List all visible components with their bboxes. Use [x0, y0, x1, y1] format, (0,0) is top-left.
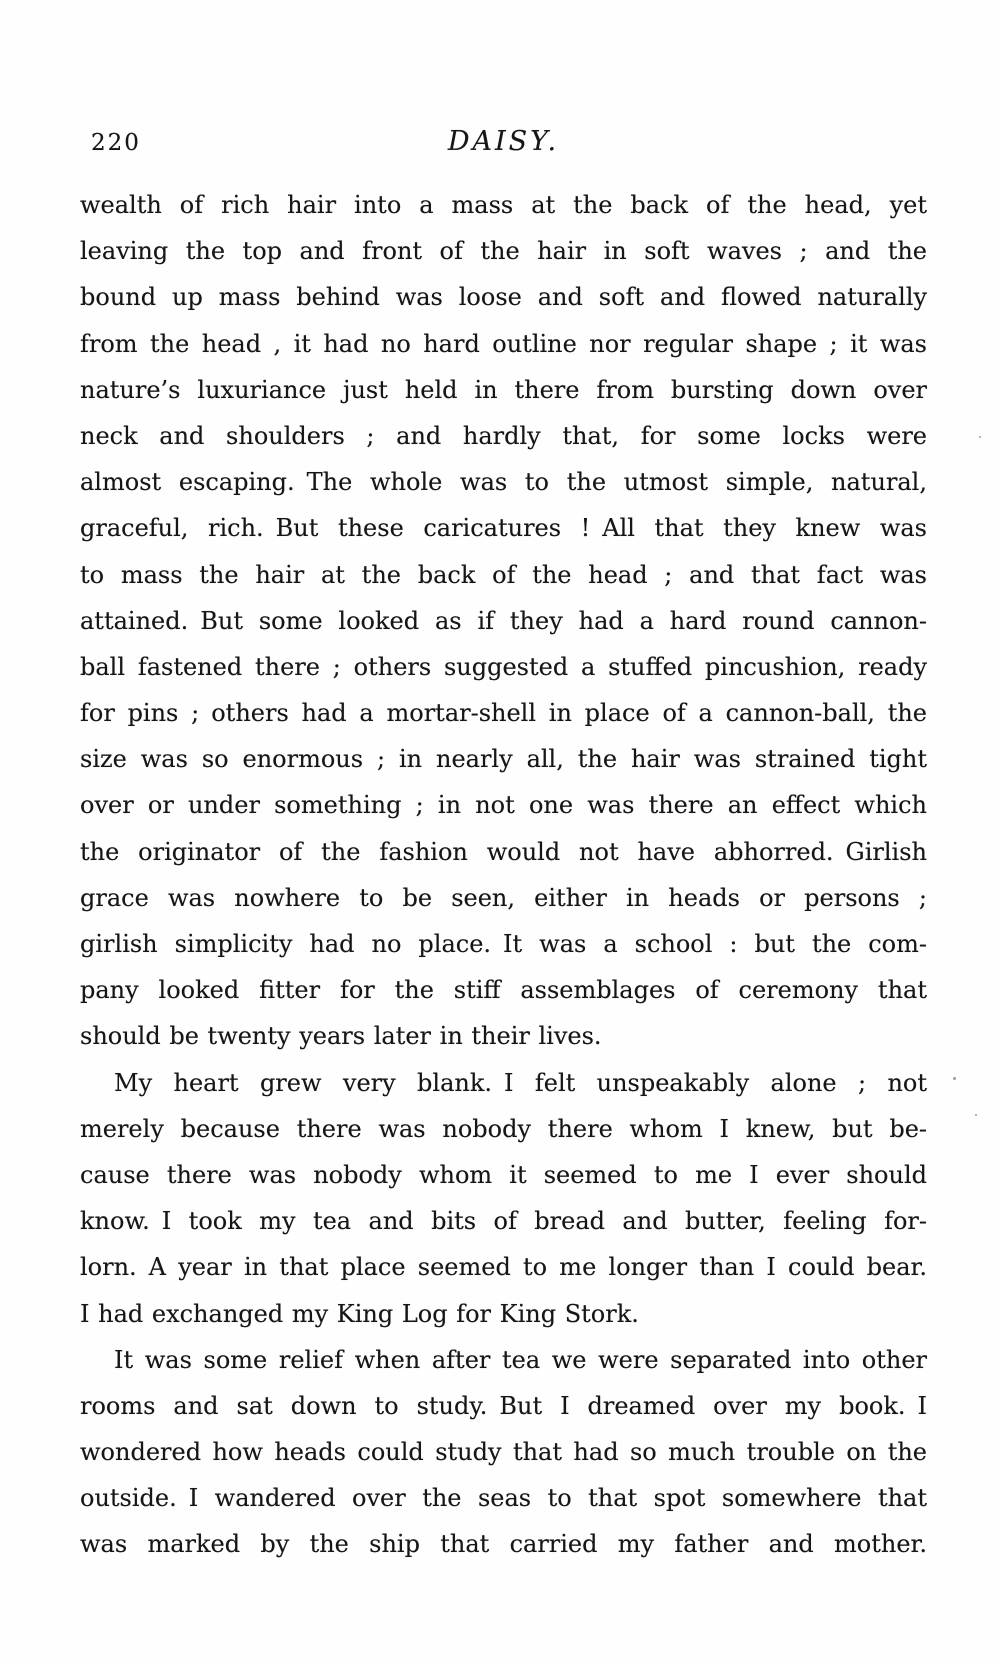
text-line: nature’s luxuriance just held in there from bursting down over — [80, 375, 927, 404]
text-line: over or under something ; in not one was there an effect which — [80, 791, 927, 820]
text-line: bound up mass behind was loose and soft and flowed naturally — [80, 283, 927, 312]
scan-speck — [975, 1114, 977, 1116]
body-text — [80, 182, 927, 1568]
running-title: DAISY. — [447, 126, 560, 157]
text-line: pany looked fitter for the stiff assemblages of ceremony that — [80, 976, 927, 1005]
paragraph — [80, 1337, 927, 1568]
text-line: rooms and sat down to study. But I dreamed over my book. I — [80, 1391, 927, 1420]
text-line: know. I took my tea and bits of bread and butter, feeling for- — [80, 1207, 927, 1236]
text-line: neck and shoulders ; and hardly that, for some locks were — [80, 421, 927, 450]
text-line: cause there was nobody whom it seemed to me I ever should — [80, 1160, 927, 1189]
text-line: merely because there was nobody there whom I knew, but be- — [80, 1114, 927, 1143]
scan-speck — [979, 436, 981, 438]
text-line: lorn. A year in that place seemed to me longer than I could bear. — [80, 1253, 927, 1282]
text-line: grace was nowhere to be seen, either in heads or persons ; — [80, 883, 927, 912]
text-line: outside. I wandered over the seas to that spot somewhere that — [80, 1484, 927, 1513]
text-line: was marked by the ship that carried my father and mother. — [80, 1530, 927, 1559]
text-line: almost escaping. The whole was to the utmost simple, natural, — [80, 468, 927, 497]
text-line: wondered how heads could study that had so much trouble on the — [80, 1438, 927, 1467]
text-line: leaving the top and front of the hair in soft waves ; and the — [80, 237, 927, 266]
text-line: should be twenty years later in their lives. — [80, 1022, 602, 1051]
text-line: girlish simplicity had no place. It was a school : but the com- — [80, 930, 927, 958]
text-line: from the head , it had no hard outline nor regular shape ; it was — [80, 329, 927, 358]
text-line: wealth of rich hair into a mass at the back of the head, yet — [80, 191, 927, 219]
page-number: 220 — [91, 130, 141, 156]
text-line: to mass the hair at the back of the head ; and that fact was — [80, 560, 927, 589]
text-line: My heart grew very blank. I felt unspeakably alone ; not — [114, 1068, 927, 1097]
text-line: size was so enormous ; in nearly all, the hair was strained tight — [80, 745, 927, 774]
paragraph — [80, 182, 927, 1060]
text-line: for pins ; others had a mortar-shell in place of a cannon-ball, the — [80, 699, 927, 728]
text-line: the originator of the fashion would not have abhorred. Girlish — [80, 837, 927, 866]
text-line: graceful, rich. But these caricatures ! All that they knew was — [80, 514, 927, 543]
text-line: ball fastened there ; others suggested a stuffed pincushion, ready — [80, 652, 927, 681]
paragraph — [80, 1060, 927, 1337]
text-line: attained. But some looked as if they had a hard round cannon- — [80, 606, 927, 635]
text-line: I had exchanged my King Log for King Stork. — [80, 1299, 639, 1328]
scan-speck — [953, 1077, 956, 1080]
text-line: It was some relief when after tea we were separated into other — [114, 1345, 927, 1374]
